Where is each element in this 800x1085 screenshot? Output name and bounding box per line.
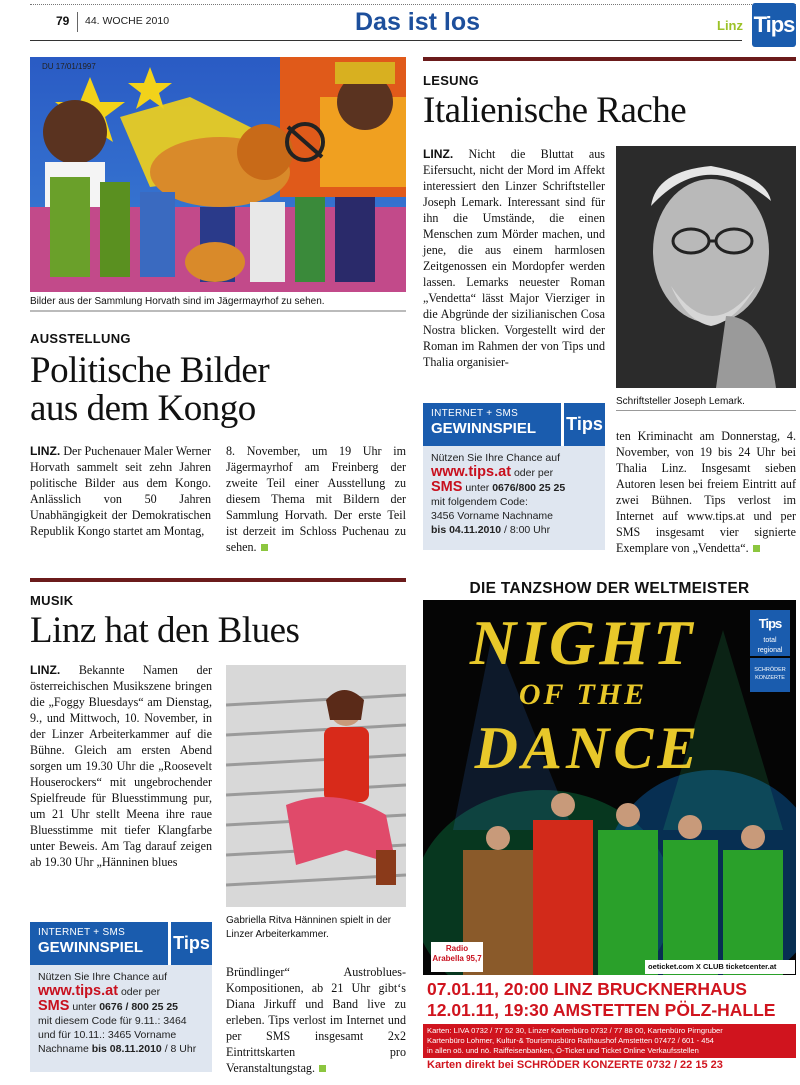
blues-headline: Linz hat den Blues xyxy=(30,610,300,651)
blues-dateline: LINZ. xyxy=(30,663,61,677)
contest-box-blues xyxy=(30,922,212,1072)
congo-painting-image xyxy=(30,57,406,292)
congo-body-col1 xyxy=(30,443,211,539)
ad-box-office: Karten direkt bei SCHRÖDER KONZERTE 0732 / 22 15 23 xyxy=(427,1059,723,1071)
congo-headline-line2: aus dem Kongo xyxy=(30,388,256,429)
author-photo xyxy=(616,146,796,388)
ad-tagline: DIE TANZSHOW DER WELTMEISTER xyxy=(423,578,796,600)
contest-sms: SMS xyxy=(38,998,70,1014)
contest-deadline: bis 08.11.2010 xyxy=(91,1043,162,1055)
blues-body-col2 xyxy=(226,964,406,1076)
contest-body xyxy=(30,965,212,1072)
reading-body-col1 xyxy=(423,146,605,370)
blues-text-2: Bründlinger“ Austroblues-Kompositionen, ab 21 Uhr gibt‘s Diana Jirkuff und Band live zu erleben. Tips verlost im Internet und per SMS insgesamt 2x2 Eintrittskarten pro Veranstaltungstag. xyxy=(226,965,406,1075)
singer-photo-caption: Gabriella Ritva Hänninen spielt in der Linzer Arbeiterkammer. xyxy=(226,915,392,940)
contest-subtitle: INTERNET + SMS xyxy=(38,927,126,938)
svg-text:DU 17/01/1997: DU 17/01/1997 xyxy=(42,62,96,71)
contest-url-link[interactable]: www.tips.at xyxy=(431,464,512,480)
header-separator xyxy=(77,12,78,32)
header-dotted-rule xyxy=(30,4,796,5)
contest-tips-logo: Tips xyxy=(168,922,212,965)
contest-header xyxy=(423,403,605,446)
blues-text-1: Bekannte Namen der österreichischen Musikszene bringen die „Foggy Bluesdays“ am Dienstag, 9., und Mittwoch, 10. November, in der Linzer Arbeiterkammer auf die Bühne. Gleich am ersten Abend sorgen um 19.30 Uhr die „Roosevelt Houserockers“ mit ungebrochender Spielfreude für Bluesstimmung pur, um 21 Uhr stellt Meena ihre raue Bluesstimme mit tiefer Klangfarbe unter Beweis. Am Tag darauf zeigen ab 19.30 Uhr „Hänninen blues xyxy=(30,663,212,869)
contest-intro: Nützen Sie Ihre Chance auf xyxy=(38,971,167,983)
ad-tips-sub: total regional xyxy=(750,636,790,656)
congo-body-col2 xyxy=(226,443,406,555)
ad-sponsor-logos: oeticket.com X CLUB ticketcenter.at xyxy=(645,960,795,974)
reading-headline: Italienische Rache xyxy=(423,90,687,131)
header-rule xyxy=(30,40,742,41)
contest-intro: Nützen Sie Ihre Chance auf xyxy=(431,452,560,464)
ad-info-line2: Kartenbüro Lohmer, Kultur-& Tourismusbüro Rathaushof Amstetten 07472 / 601 - 454 xyxy=(427,1036,714,1045)
reading-text-2: ten Kriminacht am Donnerstag, 4. November, von 19 bis 24 Uhr bei Thalia Linz. Insgesamt sieben Autoren lesen bei freiem Eintritt auf zwei Bühnen. Tips verlost im Internet auf www.tips.at und per SMS insgesamt vier signierte Exemplare von „Vendetta“. xyxy=(616,429,796,555)
contest-or: oder per xyxy=(120,986,161,998)
contest-code-line3: Nachname xyxy=(38,1043,89,1055)
ad-date-amstetten: 12.01.11, 19:30 AMSTETTEN PÖLZ-HALLE xyxy=(427,1000,776,1020)
ad-radio-logo: Radio Arabella 95,7 xyxy=(431,942,483,972)
end-mark-icon xyxy=(261,544,268,551)
contest-under: unter xyxy=(72,1001,97,1013)
congo-text-2: 8. November, um 19 Uhr im Jägermayrhof am Freinberg der zweite Teil einer Ausstellung zu diesem Thema mit Bildern der Sammlung Horvath. Der erste Teil ist derzeit im Schloss Puchenau zu sehen. xyxy=(226,444,406,554)
end-mark-icon xyxy=(753,545,760,552)
congo-dateline: LINZ. xyxy=(30,444,61,458)
contest-title: GEWINNSPIEL xyxy=(431,420,537,437)
contest-code-line1: mit diesem Code für 9.11.: 3464 xyxy=(38,1015,187,1027)
tips-logo: Tips xyxy=(752,3,796,47)
contest-code: 3456 Vorname Nachname xyxy=(431,510,553,522)
blues-rule xyxy=(30,578,406,582)
reading-rule xyxy=(423,57,796,61)
ad-info-line1: Karten: LIVA 0732 / 77 52 30, Linzer Kartenbüro 0732 / 77 88 00, Kartenbüro Pirngruber xyxy=(427,1026,723,1035)
singer-photo xyxy=(226,665,406,907)
contest-number: 0676/800 25 25 xyxy=(492,482,566,494)
ad-info-panel xyxy=(423,975,796,1084)
ad-schroeder-logo: SCHRÖDER KONZERTE xyxy=(750,658,790,692)
end-mark-icon xyxy=(319,1065,326,1072)
issue-week: 44. WOCHE 2010 xyxy=(85,15,170,27)
contest-deadline-time: / 8 Uhr xyxy=(164,1043,197,1055)
contest-box-reading xyxy=(423,403,605,550)
ad-title-line1: NIGHT xyxy=(469,607,697,678)
contest-code-intro: mit folgendem Code: xyxy=(431,496,528,508)
contest-sms: SMS xyxy=(431,479,463,495)
contest-title: GEWINNSPIEL xyxy=(38,939,144,956)
congo-photo-caption: Bilder aus der Sammlung Horvath sind im Jägermayrhof zu sehen. xyxy=(30,296,325,307)
blues-kicker: MUSIK xyxy=(30,593,74,608)
ad-tips-logo: Tips xyxy=(750,610,790,636)
contest-header xyxy=(30,922,212,965)
caption-rule xyxy=(616,410,796,411)
contest-code-line2: und für 10.11.: 3465 Vorname xyxy=(38,1029,177,1041)
contest-tips-logo: Tips xyxy=(561,403,605,446)
ad-title-line3: DANCE xyxy=(474,715,702,781)
congo-kicker: AUSSTELLUNG xyxy=(30,331,131,346)
night-of-the-dance-ad[interactable] xyxy=(423,578,796,1084)
contest-subtitle: INTERNET + SMS xyxy=(431,408,519,419)
contest-number: 0676 / 800 25 25 xyxy=(99,1001,179,1013)
author-photo-caption: Schriftsteller Joseph Lemark. xyxy=(616,396,745,407)
page-number: 79 xyxy=(56,14,70,28)
contest-url-link[interactable]: www.tips.at xyxy=(38,983,119,999)
reading-kicker: LESUNG xyxy=(423,73,479,88)
contest-or: oder per xyxy=(513,467,554,479)
ad-title-line2: OF THE xyxy=(518,678,648,711)
contest-deadline: bis 04.11.2010 xyxy=(431,524,502,536)
contest-deadline-time: / 8:00 Uhr xyxy=(503,524,551,536)
congo-headline-line1: Politische Bilder xyxy=(30,350,270,391)
reading-body-col2 xyxy=(616,428,796,556)
contest-body xyxy=(423,446,605,550)
ad-info-line3: in allen oö. und nö. Raiffeisenbanken, Ö-Ticket und Ticket Online Verkaufsstellen xyxy=(427,1046,699,1055)
congo-text-1: Der Puchenauer Maler Werner Horvath sammelt seit zehn Jahren politische Bilder aus dem Kongo. Anlässlich von 50 Jahren Unabhängigkeit der Demokratischen Republik Kongo startet am Montag, xyxy=(30,444,211,538)
reading-dateline: LINZ. xyxy=(423,147,454,161)
blues-body-col1 xyxy=(30,662,212,870)
congo-divider xyxy=(30,310,406,312)
ad-ticket-info xyxy=(423,1024,796,1058)
city-label: Linz xyxy=(717,18,743,33)
reading-text-1: Nicht die Bluttat aus Eifersucht, nicht der Mord im Affekt interessiert den Linzer Schriftsteller Joseph Lemark. Interessant sind für ihn die Umstände, die einen Menschen zum Mörder machen, und jene, die aus einem harmlosen Zeitgenossen ein Mordopfer werden lassen. Lemarks neuester Roman „Vendetta“ lässt Major Vierziger in die Abgründe der sizilianischen Cosa Nostra blicken. Vorgestellt wird der Roman im Rahmen der von Tips und Thalia organisier- xyxy=(423,147,605,369)
contest-under: unter xyxy=(465,482,490,494)
ad-date-linz: 07.01.11, 20:00 LINZ BRUCKNERHAUS xyxy=(427,979,747,999)
section-title: Das ist los xyxy=(355,8,481,36)
